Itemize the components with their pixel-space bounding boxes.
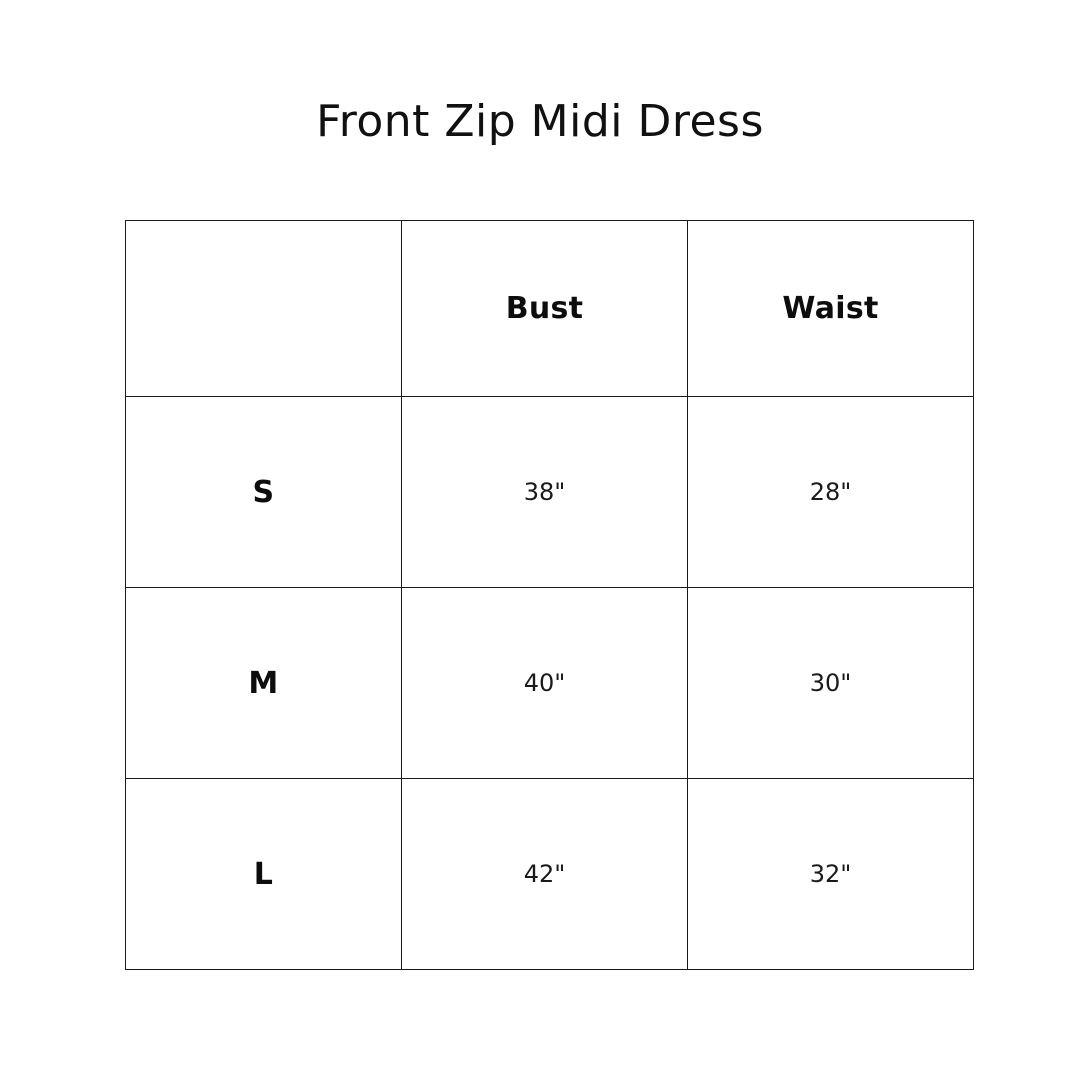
row-header-size-s: S (126, 397, 402, 588)
cell-l-waist: 32" (688, 779, 974, 970)
table-row (126, 588, 974, 779)
table-row (126, 779, 974, 970)
table-corner-cell (126, 221, 402, 397)
cell-l-bust: 42" (402, 779, 688, 970)
page-title: Front Zip Midi Dress (316, 96, 764, 147)
cell-s-waist: 28" (688, 397, 974, 588)
table-header-row (126, 221, 974, 397)
cell-s-bust: 38" (402, 397, 688, 588)
cell-m-waist: 30" (688, 588, 974, 779)
column-header-waist: Waist (688, 221, 974, 397)
row-header-size-m: M (126, 588, 402, 779)
size-chart-table (125, 220, 974, 970)
table-row (126, 397, 974, 588)
row-header-size-l: L (126, 779, 402, 970)
column-header-bust: Bust (402, 221, 688, 397)
cell-m-bust: 40" (402, 588, 688, 779)
